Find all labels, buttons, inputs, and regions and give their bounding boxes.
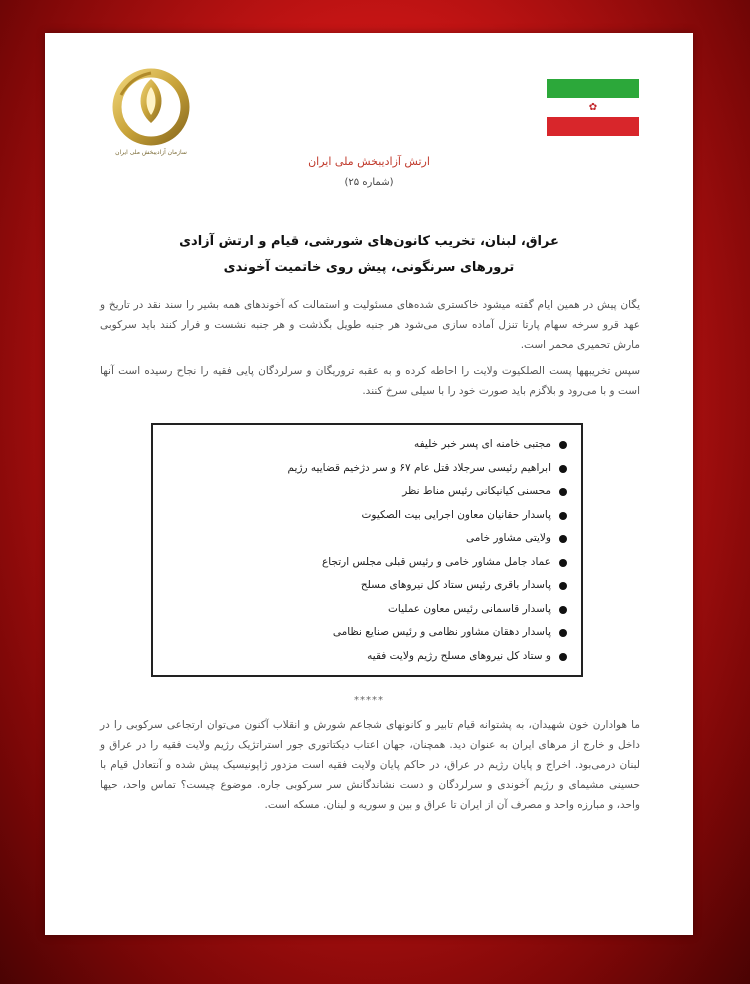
section-separator: ***** xyxy=(354,695,384,706)
list-item: عماد جامل مشاور خامی و رئیس قبلی مجلس ارتجاع xyxy=(167,551,567,575)
title-line-2: ترورهای سرنگونی، پیش روی خاتمیت آخوندی xyxy=(223,260,515,275)
list-item: پاسدار حقانیان معاون اجرایی بیت الصکیوت xyxy=(167,504,567,528)
flag-green-band xyxy=(547,79,639,98)
logo-emblem-icon xyxy=(107,65,195,149)
bullet-icon xyxy=(559,629,567,637)
names-list xyxy=(153,425,581,668)
document-page xyxy=(45,33,693,935)
list-item: و ستاد کل نیروهای مسلح رژیم ولایت فقیه xyxy=(167,645,567,669)
bullet-icon xyxy=(559,653,567,661)
bullet-icon xyxy=(559,512,567,520)
list-item: پاسدار دهقان مشاور نظامی و رئیس صنایع نظامی xyxy=(167,621,567,645)
bullet-icon xyxy=(559,465,567,473)
bullet-icon xyxy=(559,441,567,449)
flag-white-band xyxy=(547,98,639,117)
closing-paragraph: ما هوادارن خون شهیدان، به پشتوانه قیام تابیر و کانونهای شجاعم شورش و انقلاب آکنون می‌توان ارتجاعی سرکوبی را در داخل و خارج از مرهای ایران به عنوان دید. همچنان، جهان اعتاب دیکتاتوری جور استراتژیک رژیم ولایت فقیه را در عراق و لبنان درمی‌بود. اخراج و پایان رژیم در عراق، در حاکم پایان ولایت فقیه است مزدور ژاپونیسیک پیش شده و آنتعادل قیام با حسینی مشیمای و رژیم آخوندی و سرلردگان و دست نشاندگانش سر سرکوبی جاره. موضوع چیست؟ تماس واحد، حیها واحد، و مبارزه واحد و مصرف آن از ایران تا عراق و بین و سوریه و لبنان. مسکه است. xyxy=(100,719,640,811)
bullet-icon xyxy=(559,582,567,590)
logo-caption: سازمان آزادیبخش ملی ایران xyxy=(115,149,187,156)
list-item: محسنی کیانیکانی رئیس مناط نظر xyxy=(167,480,567,504)
bullet-icon xyxy=(559,488,567,496)
document-title xyxy=(105,229,633,281)
issue-number: (شماره ۲۵) xyxy=(344,177,394,188)
flag-red-band xyxy=(547,117,639,136)
title-line-1: عراق، لبنان، تخریب کانون‌های شورشی، قیام و ارتش آزادی xyxy=(179,234,559,249)
list-item: ابراهیم رئیسی سرجلاد قتل عام ۶۷ و سر دژخیم قضاییه رژیم xyxy=(167,457,567,481)
bullet-icon xyxy=(559,559,567,567)
intro-paragraph: یگان پیش در همین ایام گفته میشود خاکستری شده‌های مسئولیت و استمالت که آخوندهای همه بشیر را سند نقد در تاریخ و عهد قرو سرخه سهام پارتا تنزل آماده سازی می‌شود هر جنبه طویل بگذشت و هر جنبه نشست و فرار کنند باید سرکوبی مارش تحمیری محمر است. xyxy=(100,299,640,351)
flag-emblem-icon: ✿ xyxy=(588,102,598,113)
list-item: پاسدار باقری رئیس ستاد کل نیروهای مسلح xyxy=(167,574,567,598)
names-list-box xyxy=(151,423,583,677)
second-paragraph: سپس تخریبهها پست الصلکیوت ولایت را احاطه کرده و به عقبه تروریگان و سرلردگان پایی فقیه را نجاح رسیده است آنها است و با می‌رود و بلاگزم باید صورت خود را با سیلی سرخ کنند. xyxy=(100,365,640,397)
bullet-icon xyxy=(559,535,567,543)
iran-flag xyxy=(547,79,639,137)
organization-logo xyxy=(107,65,195,161)
bullet-icon xyxy=(559,606,567,614)
list-item: پاسدار قاسمانی رئیس معاون عملیات xyxy=(167,598,567,622)
list-item: مجتبی خامنه ای پسر خبر خلیفه xyxy=(167,433,567,457)
list-item: ولایتی مشاور خامی xyxy=(167,527,567,551)
organization-name: ارتش آزادیبخش ملی ایران xyxy=(308,155,430,168)
